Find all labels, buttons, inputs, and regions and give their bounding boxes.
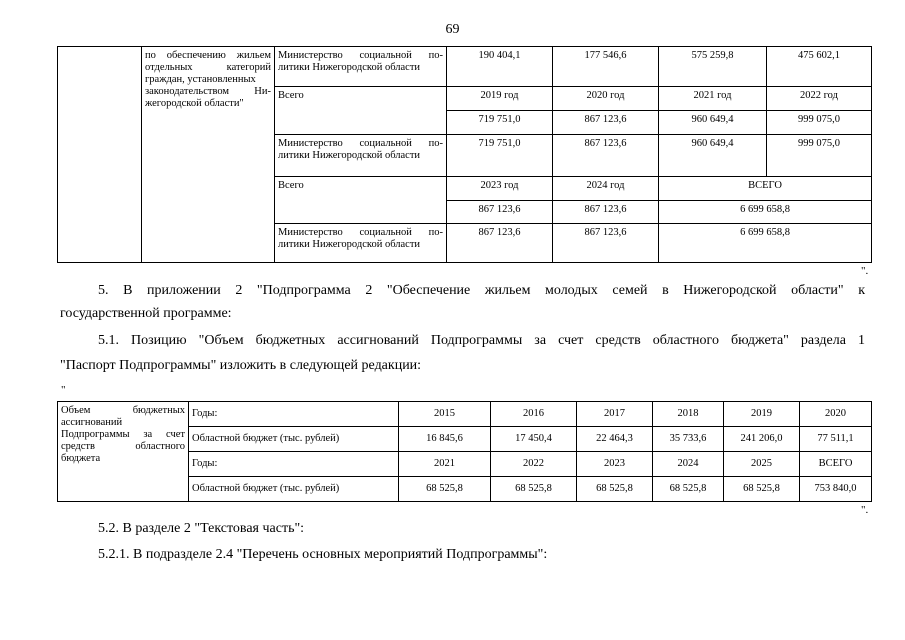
value-cell: 17 450,4 — [490, 426, 577, 452]
ministry-label-cell — [274, 46, 447, 87]
ministry-label-cell — [274, 134, 447, 177]
value-cell: 867 123,6 — [552, 110, 659, 135]
value-cell: 22 464,3 — [576, 426, 653, 452]
year-cell: 2016 — [490, 401, 577, 427]
value-cell: 867 123,6 — [552, 200, 659, 224]
ministry-text-line: Министерство социальной по- — [278, 227, 443, 238]
value-cell: 999 075,0 — [766, 134, 872, 177]
label-text-line: Объем бюджетных — [61, 405, 185, 416]
total-value-cell: 753 840,0 — [799, 476, 872, 502]
year-cell: 2021 год — [658, 86, 767, 111]
paragraph-5-2-1: 5.2.1. В подразделе 2.4 "Перечень основных мероприятий Подпрограммы": — [98, 547, 548, 562]
value-cell: 867 123,6 — [552, 223, 659, 263]
total-value-cell: 6 699 658,8 — [658, 200, 872, 224]
allocation-label-cell — [57, 401, 189, 502]
value-cell: 190 404,1 — [446, 46, 553, 87]
year-cell: 2024 год — [552, 176, 659, 201]
value-cell: 68 525,8 — [490, 476, 577, 502]
value-cell: 867 123,6 — [552, 134, 659, 177]
ministry-text-line: литики Нижегородской области — [278, 62, 421, 73]
year-cell: 2020 год — [552, 86, 659, 111]
value-cell: 68 525,8 — [398, 476, 491, 502]
label-text-line: ассигнований — [61, 417, 123, 428]
ministry-text-line: Министерство социальной по- — [278, 138, 443, 149]
paragraph-5-1-line-2: "Паспорт Подпрограммы" изложить в следующей редакции: — [60, 358, 422, 373]
value-cell: 16 845,6 — [398, 426, 491, 452]
value-cell: 68 525,8 — [723, 476, 800, 502]
value-cell: 475 602,1 — [766, 46, 872, 87]
total-value-cell: 6 699 658,8 — [658, 223, 872, 263]
total-label-cell: Всего — [274, 176, 447, 224]
year-cell: 2023 год — [446, 176, 553, 201]
years-label-cell: Годы: — [188, 451, 399, 477]
paragraph-5-line-1: 5. В приложении 2 "Подпрограмма 2 "Обеспечение жильем молодых семей в Нижегородской области" к — [98, 283, 865, 298]
value-cell: 867 123,6 — [446, 200, 553, 224]
value-cell: 719 751,0 — [446, 134, 553, 177]
value-cell: 77 511,1 — [799, 426, 872, 452]
year-cell: 2025 — [723, 451, 800, 477]
closing-quote: ". — [861, 504, 869, 516]
total-label-cell: Всего — [274, 86, 447, 135]
budget-label-cell: Областной бюджет (тыс. рублей) — [188, 426, 399, 452]
value-cell: 177 546,6 — [552, 46, 659, 87]
closing-quote: ". — [861, 265, 869, 277]
ministry-text-line: литики Нижегородской области — [278, 150, 421, 161]
program-text-line: законодательством Ни- — [145, 86, 271, 97]
value-cell: 719 751,0 — [446, 110, 553, 135]
year-cell: 2019 год — [446, 86, 553, 111]
paragraph-5-1-line-1: 5.1. Позицию "Объем бюджетных ассигнований Подпрограммы за счет средств областного бюджета" раздела 1 — [98, 333, 865, 348]
program-cell — [141, 46, 275, 263]
value-cell: 960 649,4 — [658, 134, 767, 177]
label-text-line: бюджета — [61, 453, 101, 464]
value-cell: 68 525,8 — [652, 476, 724, 502]
year-cell: 2019 — [723, 401, 800, 427]
ministry-label-cell — [274, 223, 447, 263]
program-text-line: отдельных категорий — [145, 62, 271, 73]
year-cell: 2017 — [576, 401, 653, 427]
year-cell: 2015 — [398, 401, 491, 427]
value-cell: 241 206,0 — [723, 426, 800, 452]
value-cell: 999 075,0 — [766, 110, 872, 135]
year-cell: 2020 — [799, 401, 872, 427]
total-header-cell: ВСЕГО — [658, 176, 872, 201]
program-text-line: жегородской области" — [145, 98, 244, 109]
year-cell: 2022 год — [766, 86, 872, 111]
budget-label-cell: Областной бюджет (тыс. рублей) — [188, 476, 399, 502]
empty-number-column — [57, 46, 142, 263]
program-text-line: по обеспечению жильем — [145, 50, 271, 61]
value-cell: 575 259,8 — [658, 46, 767, 87]
value-cell: 960 649,4 — [658, 110, 767, 135]
paragraph-5-line-2: государственной программе: — [60, 306, 232, 321]
paragraph-5-2: 5.2. В разделе 2 "Текстовая часть": — [98, 521, 305, 536]
year-cell: 2021 — [398, 451, 491, 477]
year-cell: 2018 — [652, 401, 724, 427]
value-cell: 867 123,6 — [446, 223, 553, 263]
program-text-line: граждан, установленных — [145, 74, 256, 85]
value-cell: 68 525,8 — [576, 476, 653, 502]
year-cell: 2023 — [576, 451, 653, 477]
opening-quote: " — [61, 384, 66, 396]
year-cell: 2024 — [652, 451, 724, 477]
total-header-cell: ВСЕГО — [799, 451, 872, 477]
page-number: 69 — [445, 22, 460, 37]
label-text-line: средств областного — [61, 441, 185, 452]
value-cell: 35 733,6 — [652, 426, 724, 452]
label-text-line: Подпрограммы за счет — [61, 429, 185, 440]
year-cell: 2022 — [490, 451, 577, 477]
years-label-cell: Годы: — [188, 401, 399, 427]
ministry-text-line: литики Нижегородской области — [278, 239, 421, 250]
ministry-text-line: Министерство социальной по- — [278, 50, 443, 61]
